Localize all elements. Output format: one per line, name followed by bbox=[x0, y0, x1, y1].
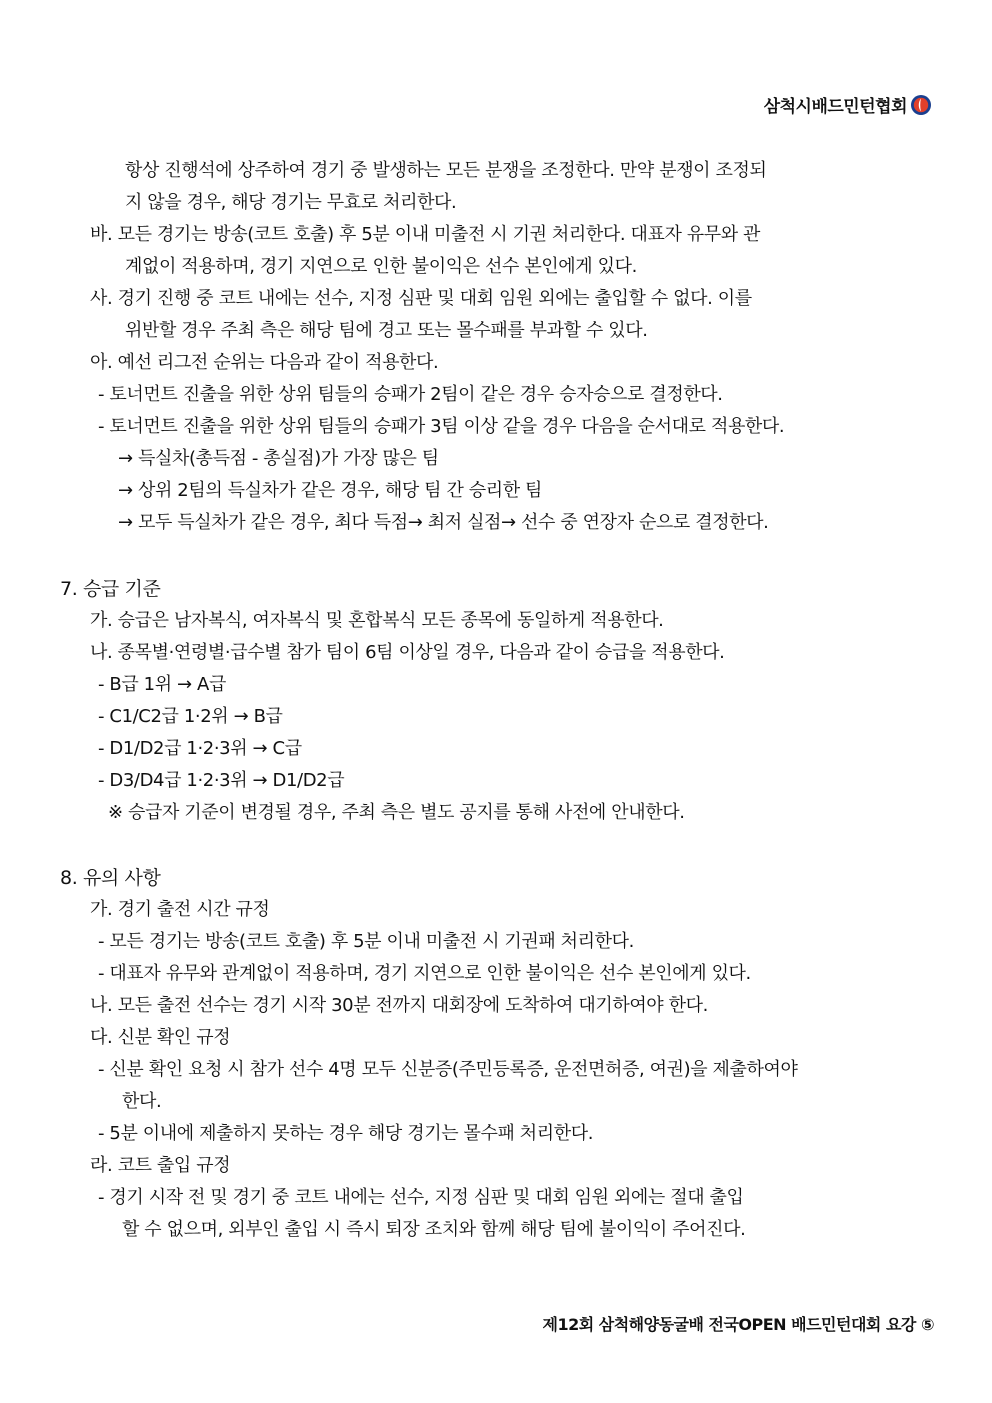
paragraph-line: 지 않을 경우, 해당 경기는 무효로 처리한다. bbox=[125, 192, 457, 213]
arrow-item: → 모두 득실차가 같은 경우, 최다 득점→ 최저 실점→ 선수 중 연장자 순으로 결정한다. bbox=[118, 512, 769, 533]
bullet-item: - 5분 이내에 제출하지 못하는 경우 해당 경기는 몰수패 처리한다. bbox=[98, 1123, 594, 1144]
association-logo-icon bbox=[910, 94, 932, 116]
header-title: 삼척시배드민턴협회 bbox=[763, 97, 907, 117]
clause-na: 나. 모든 출전 선수는 경기 시작 30분 전까지 대회장에 도착하여 대기하여야 한다. bbox=[90, 995, 708, 1016]
paragraph-line: 항상 진행석에 상주하여 경기 중 발생하는 모든 분쟁을 조정한다. 만약 분쟁이 조정되 bbox=[125, 160, 767, 181]
section-heading-8: 8. 유의 사항 bbox=[60, 867, 161, 889]
page-footer bbox=[543, 1312, 935, 1335]
paragraph-line: 한다. bbox=[122, 1091, 162, 1112]
paragraph-line: 계없이 적용하며, 경기 지연으로 인한 불이익은 선수 본인에게 있다. bbox=[125, 256, 637, 277]
note-item: ※ 승급자 기준이 변경될 경우, 주최 측은 별도 공지를 통해 사전에 안내한다. bbox=[108, 802, 685, 823]
bullet-item: - 모든 경기는 방송(코트 호출) 후 5분 이내 미출전 시 기권패 처리한다. bbox=[98, 931, 634, 952]
clause-sa: 사. 경기 진행 중 코트 내에는 선수, 지정 심판 및 대회 임원 외에는 출입할 수 없다. 이를 bbox=[90, 288, 752, 309]
footer-title: 제12회 삼척해양동굴배 전국OPEN 배드민턴대회 요강 bbox=[542, 1315, 916, 1334]
clause-ga: 가. 승급은 남자복식, 여자복식 및 혼합복식 모든 종목에 동일하게 적용한다. bbox=[90, 610, 664, 631]
page-number: ⑤ bbox=[920, 1315, 934, 1334]
bullet-item: - 신분 확인 요청 시 참가 선수 4명 모두 신분증(주민등록증, 운전면허증, 여권)을 제출하여야 bbox=[98, 1059, 798, 1080]
bullet-item: - C1/C2급 1·2위 → B급 bbox=[98, 706, 283, 727]
paragraph-line: 위반할 경우 주최 측은 해당 팀에 경고 또는 몰수패를 부과할 수 있다. bbox=[125, 320, 648, 341]
paragraph-line: 할 수 없으며, 외부인 출입 시 즉시 퇴장 조치와 함께 해당 팀에 불이익이 주어진다. bbox=[122, 1219, 746, 1240]
bullet-item: - D1/D2급 1·2·3위 → C급 bbox=[98, 738, 302, 759]
bullet-item: - 토너먼트 진출을 위한 상위 팀들의 승패가 2팀이 같은 경우 승자승으로 결정한다. bbox=[98, 384, 723, 405]
arrow-item: → 득실차(총득점 - 총실점)가 가장 많은 팀 bbox=[118, 448, 439, 469]
clause-na: 나. 종목별·연령별·급수별 참가 팀이 6팀 이상일 경우, 다음과 같이 승급을 적용한다. bbox=[90, 642, 725, 663]
clause-ga: 가. 경기 출전 시간 규정 bbox=[90, 899, 270, 920]
bullet-item: - 경기 시작 전 및 경기 중 코트 내에는 선수, 지정 심판 및 대회 임원 외에는 절대 출입 bbox=[98, 1187, 744, 1208]
page-header bbox=[764, 92, 932, 117]
clause-ba: 바. 모든 경기는 방송(코트 호출) 후 5분 이내 미출전 시 기권 처리한다. 대표자 유무와 관 bbox=[90, 224, 761, 245]
arrow-item: → 상위 2팀의 득실차가 같은 경우, 해당 팀 간 승리한 팀 bbox=[118, 480, 543, 501]
bullet-item: - B급 1위 → A급 bbox=[98, 674, 226, 695]
clause-da: 다. 신분 확인 규정 bbox=[90, 1027, 231, 1048]
bullet-item: - D3/D4급 1·2·3위 → D1/D2급 bbox=[98, 770, 345, 791]
clause-ra: 라. 코트 출입 규정 bbox=[90, 1155, 231, 1176]
clause-a: 아. 예선 리그전 순위는 다음과 같이 적용한다. bbox=[90, 352, 439, 373]
bullet-item: - 대표자 유무와 관계없이 적용하며, 경기 지연으로 인한 불이익은 선수 본인에게 있다. bbox=[98, 963, 751, 984]
bullet-item: - 토너먼트 진출을 위한 상위 팀들의 승패가 3팀 이상 같을 경우 다음을 순서대로 적용한다. bbox=[98, 416, 785, 437]
section-heading-7: 7. 승급 기준 bbox=[60, 578, 161, 600]
